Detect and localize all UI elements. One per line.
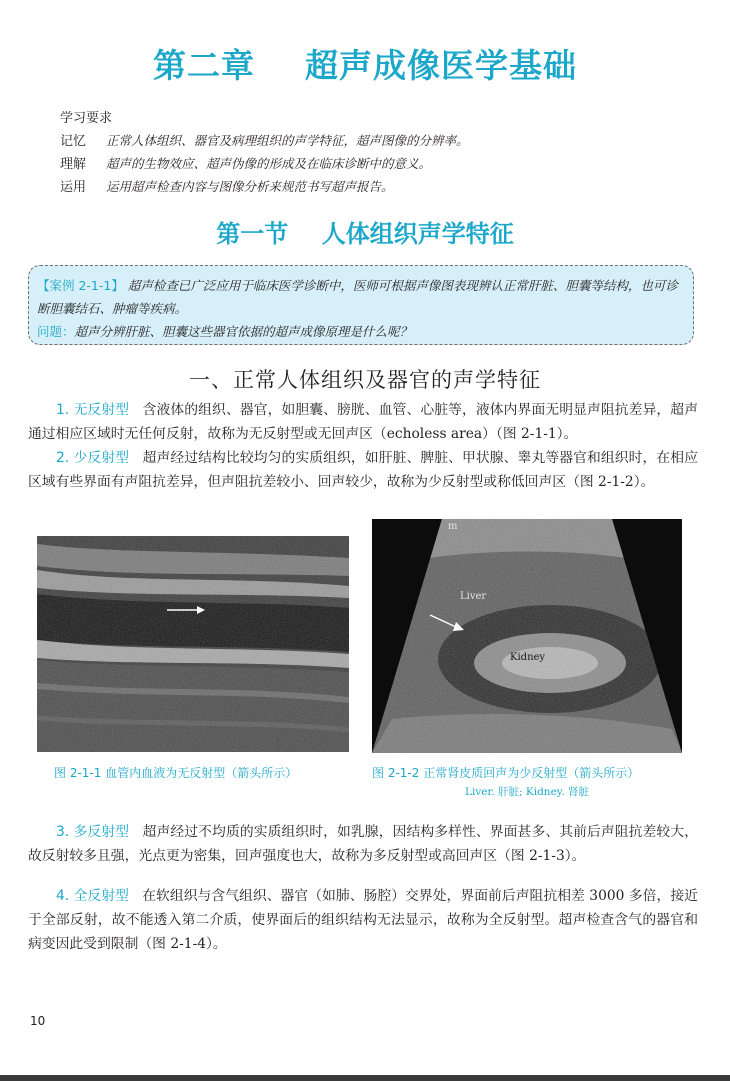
requirement-item [60, 130, 469, 153]
subheading: 一、正常人体组织及器官的声学特征 [189, 368, 541, 392]
requirement-key: 理解 [60, 157, 87, 172]
paragraph-1 [28, 398, 698, 446]
requirement-text: 正常人体组织、器官及病理组织的声学特征，超声图像的分辨率。 [106, 133, 469, 148]
question-text: 超声分辨肝脏、胆囊这些器官依据的超声成像原理是什么呢？ [74, 324, 413, 339]
vessel-ultrasound-image [37, 536, 349, 752]
requirement-key: 记忆 [60, 134, 87, 149]
kidney-ultrasound-image [372, 519, 682, 753]
figure-2-caption: 图 2-1-2 正常肾皮质回声为少反射型（箭头所示） [372, 766, 640, 780]
figure-2-note: Liver. 肝脏; Kidney. 肾脏 [464, 786, 589, 798]
paragraph-3 [28, 820, 698, 868]
requirements-heading: 学习要求 [60, 111, 113, 126]
paragraph-lead: 1. 无反射型 [56, 402, 130, 418]
question-label: 问题： [37, 324, 75, 339]
requirement-item [60, 176, 469, 199]
paragraph-4 [28, 884, 698, 956]
paragraph-lead: 4. 全反射型 [56, 888, 129, 904]
paragraph-text: 超声经过不均质的实质组织时，如乳腺，因结构多样性、界面甚多、其前后声阻抗差较大，故反射较多且强，光点更为密集，回声强度也大，故称为多反射型或高回声区（图 2-1-3）。 [28, 824, 698, 864]
chapter-title: 第二章 超声成像医学基础 [153, 46, 577, 85]
paragraph-text: 含液体的组织、器官，如胆囊、膀胱、血管、心脏等，液体内界面无明显声阻抗差异，超声通过相应区域时无任何反射，故称为无反射型或无回声区（echoless area）（图 2-1-1）。 [28, 402, 698, 442]
bottom-bar [0, 1075, 730, 1081]
page-number: 10 [30, 1014, 46, 1028]
paragraph-lead: 2. 少反射型 [56, 450, 130, 466]
requirements-list [60, 130, 469, 199]
figure-1-caption: 图 2-1-1 血管内血液为无反射型（箭头所示） [54, 766, 298, 780]
paragraph-2 [28, 446, 698, 494]
figure-kidney-ultrasound [372, 519, 682, 753]
paragraph-text: 在软组织与含气组织、器官（如肺、肠腔）交界处，界面前后声阻抗相差 3000 多倍，接近于全部反射，故不能透入第二介质，使界面后的组织结构无法显示，故称为全反射型。超声检查含气的器官和病变因此受到限制（图 2-1-4）。 [28, 888, 698, 952]
figure-vessel-ultrasound [37, 536, 349, 752]
marker-label: m [448, 521, 458, 532]
case-text: 超声检查已广泛应用于临床医学诊断中，医师可根据声像图表现辨认正常肝脏、胆囊等结构，也可诊断胆囊结石、肿瘤等疾病。 [37, 278, 678, 316]
case-box [28, 265, 694, 345]
case-label: 【案例 2-1-1】 [37, 278, 124, 293]
requirement-text: 运用超声检查内容与图像分析来规范书写超声报告。 [106, 179, 394, 194]
kidney-label: Kidney [510, 652, 546, 663]
requirement-text: 超声的生物效应、超声伪像的形成及在临床诊断中的意义。 [106, 156, 432, 171]
section-title: 第一节 人体组织声学特征 [216, 220, 514, 248]
liver-label: Liver [460, 591, 487, 602]
requirement-key: 运用 [60, 180, 87, 195]
paragraph-lead: 3. 多反射型 [56, 824, 130, 840]
paragraph-text: 超声经过结构比较均匀的实质组织，如肝脏、脾脏、甲状腺、睾丸等器官和组织时，在相应区域有些界面有声阻抗差异，但声阻抗差较小、回声较少，故称为少反射型或称低回声区（图 2-1-2）。 [28, 450, 698, 490]
requirement-item [60, 153, 469, 176]
